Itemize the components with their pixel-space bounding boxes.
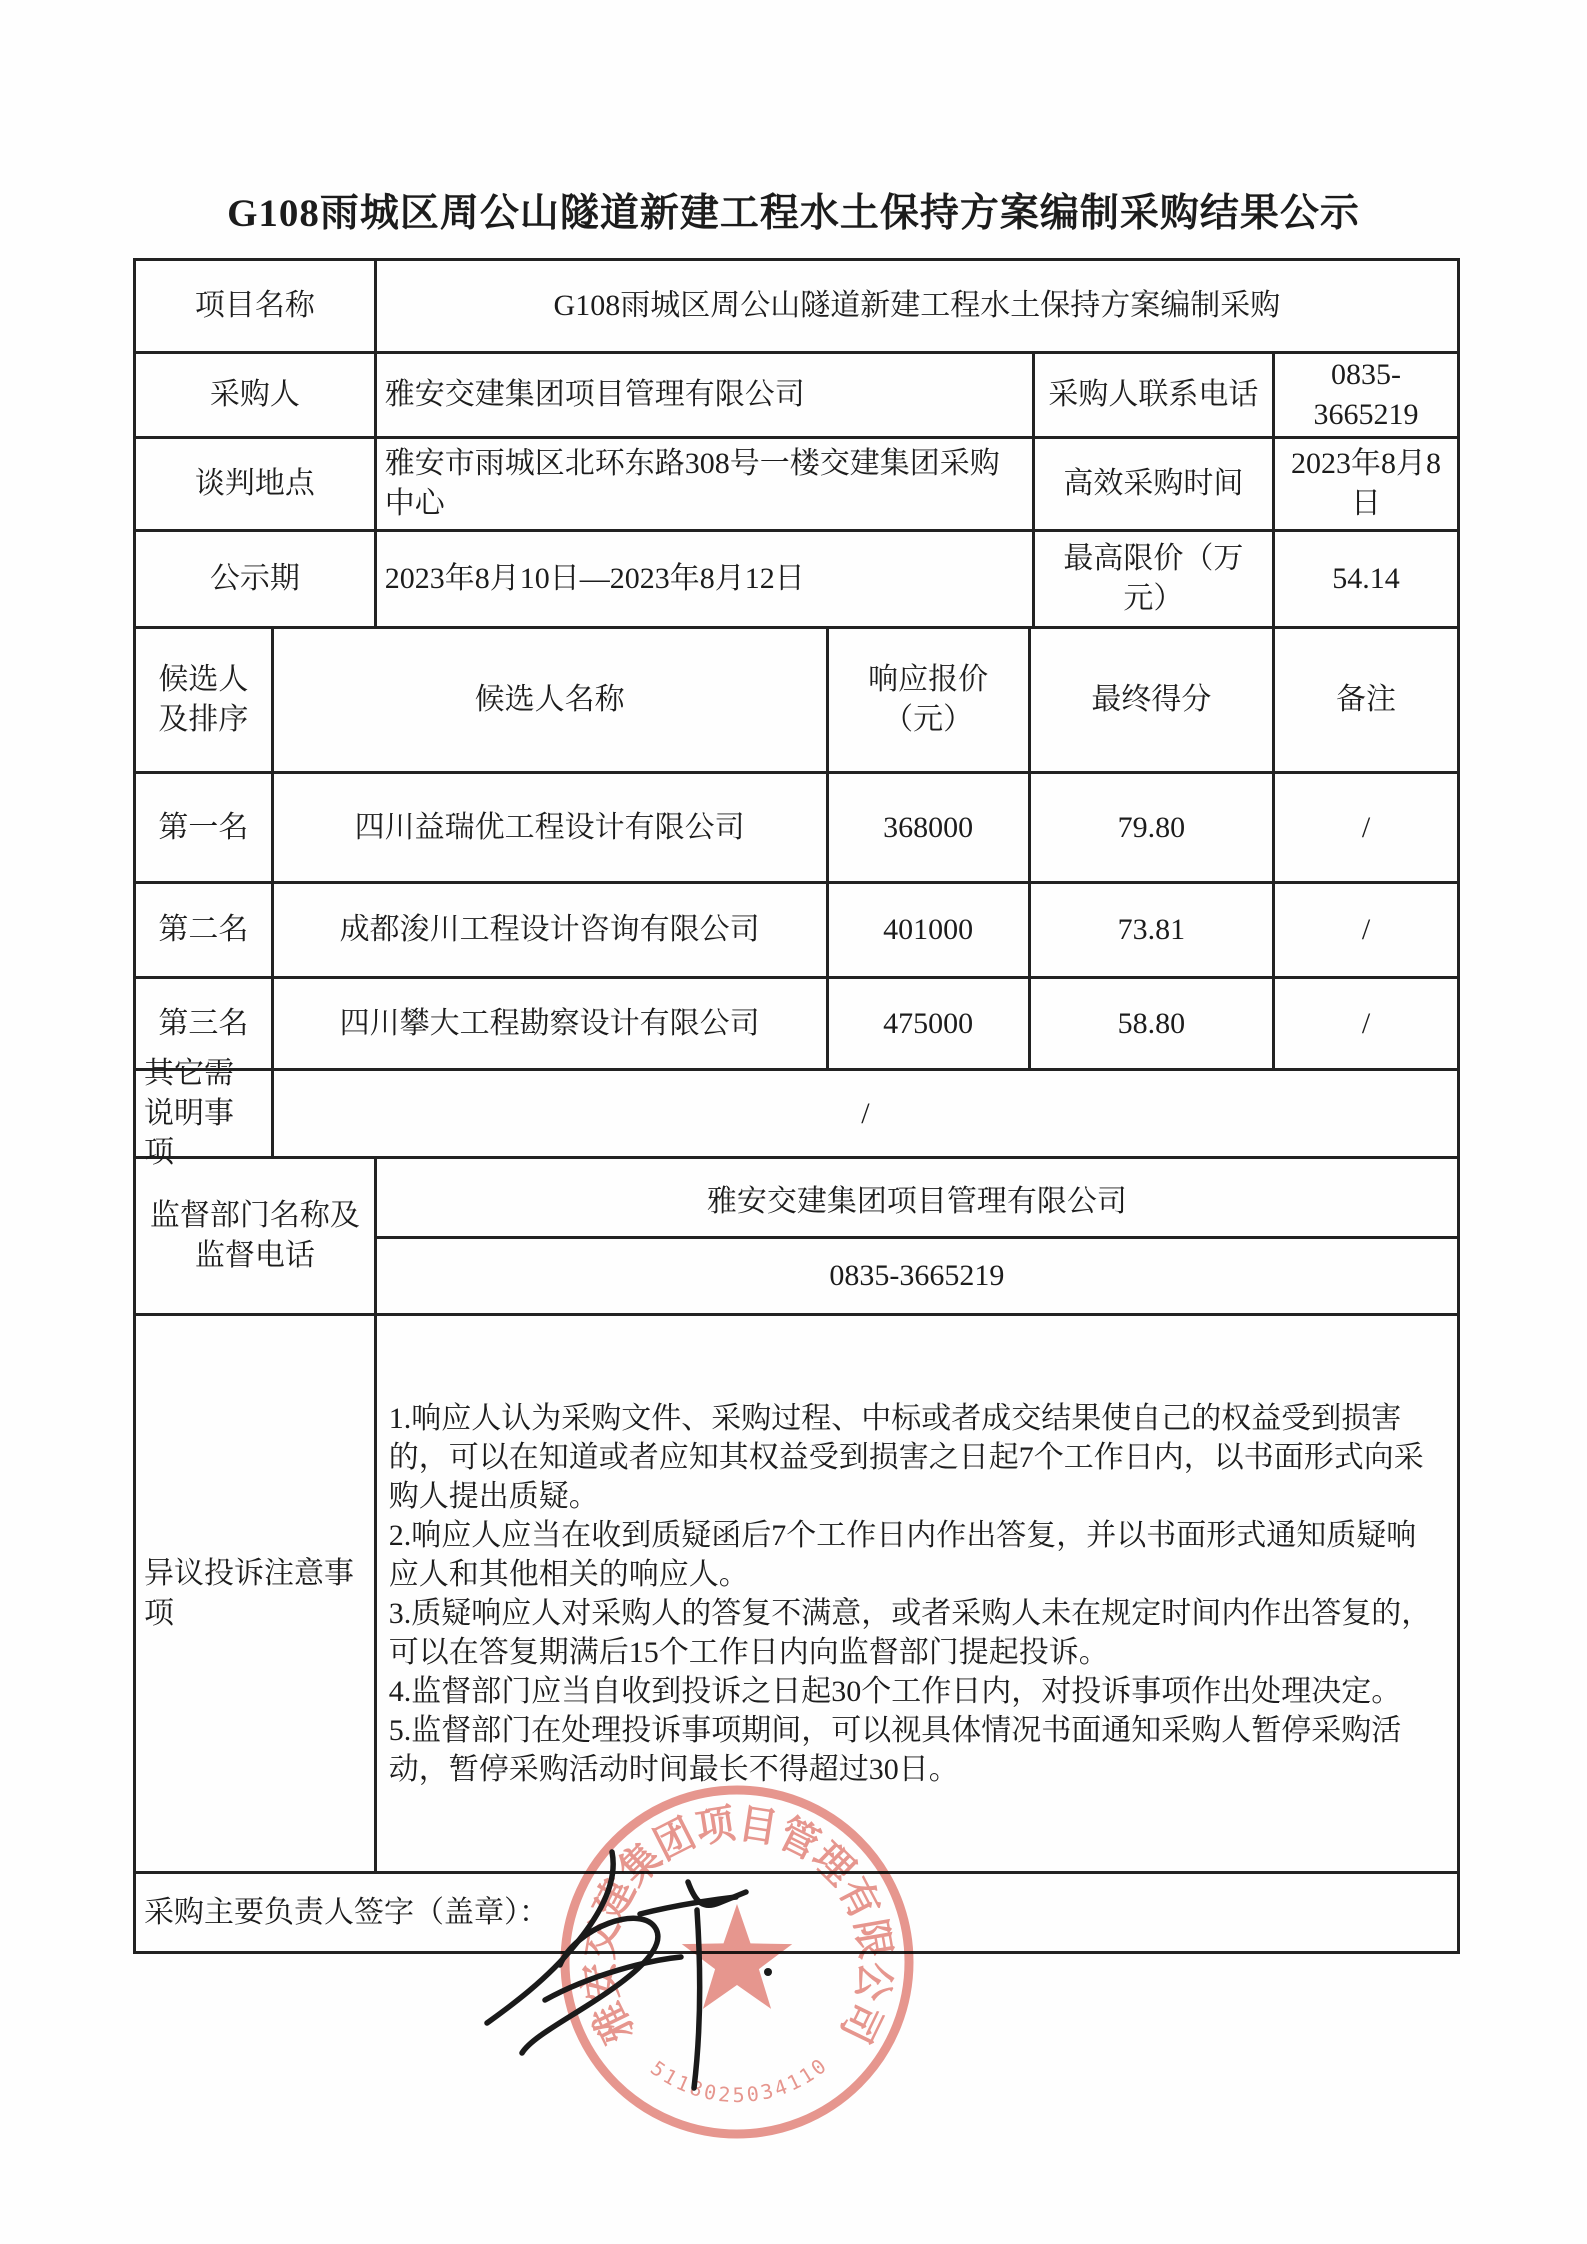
table-row-supervision bbox=[136, 1156, 1457, 1313]
seal-company-text: 雅安交建集团项目管理有限公司 bbox=[574, 1799, 900, 2052]
objection-item-4: 4.监督部门应当自收到投诉之日起30个工作日内，对投诉事项作出处理决定。 bbox=[388, 1674, 1402, 1708]
objection-item-2: 2.响应人应当在收到质疑函后7个工作日内作出答复，并以书面形式通知质疑响应人和其他相关的响应人。 bbox=[388, 1518, 1417, 1591]
candidate-price: 475000 bbox=[826, 979, 1028, 1068]
procurement-result-table bbox=[133, 258, 1460, 1954]
table-row-venue bbox=[136, 436, 1457, 529]
candidate-note: / bbox=[1272, 774, 1457, 881]
table-row-signature bbox=[136, 1871, 1457, 1951]
project-name-value: G108雨城区周公山隧道新建工程水土保持方案编制采购 bbox=[374, 261, 1457, 351]
table-row-other-notes bbox=[136, 1057, 1457, 1170]
candidate-name: 成都浚川工程设计咨询有限公司 bbox=[271, 884, 826, 976]
candidate-rank: 第一名 bbox=[158, 810, 249, 844]
signature-label: 采购主要负责人签字（盖章）： bbox=[144, 1895, 549, 1929]
objection-item-5: 5.监督部门在处理投诉事项期间，可以视具体情况书面通知采购人暂停采购活动，暂停采购活动时间最长不得超过30日。 bbox=[388, 1713, 1402, 1786]
name-column-header: 候选人名称 bbox=[271, 629, 826, 771]
candidate-name: 四川攀大工程勘察设计有限公司 bbox=[271, 979, 826, 1068]
candidate-row-1 bbox=[136, 771, 1457, 881]
candidate-score: 79.80 bbox=[1028, 774, 1272, 881]
buyer-phone-label: 采购人联系电话 bbox=[1032, 354, 1272, 436]
page-title: G108雨城区周公山隧道新建工程水土保持方案编制采购结果公示 bbox=[227, 192, 1360, 235]
price-cap-value: 54.14 bbox=[1272, 532, 1457, 626]
note-column-header: 备注 bbox=[1272, 629, 1457, 771]
venue-label: 谈判地点 bbox=[194, 467, 315, 501]
candidates-header-row bbox=[136, 626, 1457, 771]
candidate-score: 58.80 bbox=[1028, 979, 1272, 1068]
candidate-price: 401000 bbox=[826, 884, 1028, 976]
score-column-header: 最终得分 bbox=[1028, 629, 1272, 771]
procurement-time-label: 高效采购时间 bbox=[1032, 439, 1272, 529]
candidate-note: / bbox=[1272, 884, 1457, 976]
supervision-phone: 0835-3665219 bbox=[377, 1236, 1457, 1313]
objection-label: 异议投诉注意事项 bbox=[144, 1556, 354, 1630]
table-row-buyer bbox=[136, 351, 1457, 436]
price-cap-label: 最高限价（万元） bbox=[1032, 532, 1272, 626]
venue-value: 雅安市雨城区北环东路308号一楼交建集团采购中心 bbox=[374, 439, 1032, 529]
seal-number-text: 5118025034110 bbox=[646, 2052, 833, 2108]
supervision-department-name: 雅安交建集团项目管理有限公司 bbox=[706, 1184, 1127, 1218]
publicity-period-value: 2023年8月10日—2023年8月12日 bbox=[374, 532, 1032, 626]
objection-item-3: 3.质疑响应人对采购人的答复不满意，或者采购人未在规定时间内作出答复的，可以在答复期满后15个工作日内向监督部门提起投诉。 bbox=[388, 1596, 1432, 1669]
candidate-price: 368000 bbox=[826, 774, 1028, 881]
table-row-objection bbox=[136, 1313, 1457, 1871]
candidate-row-2 bbox=[136, 881, 1457, 976]
project-name-label: 项目名称 bbox=[194, 289, 315, 323]
buyer-phone-value: 0835-3665219 bbox=[1272, 354, 1457, 436]
buyer-value: 雅安交建集团项目管理有限公司 bbox=[374, 354, 1032, 436]
candidate-note: / bbox=[1272, 979, 1457, 1068]
other-notes-value: / bbox=[271, 1071, 1457, 1156]
supervision-label: 监督部门名称及监督电话 bbox=[149, 1199, 360, 1272]
candidate-name: 四川益瑞优工程设计有限公司 bbox=[271, 774, 826, 881]
candidate-rank: 第二名 bbox=[158, 913, 249, 947]
candidate-score: 73.81 bbox=[1028, 884, 1272, 976]
publicity-period-label: 公示期 bbox=[209, 562, 300, 596]
table-row-publicity bbox=[136, 529, 1457, 626]
buyer-label: 采购人 bbox=[209, 378, 300, 412]
procurement-time-value: 2023年8月8日 bbox=[1272, 439, 1457, 529]
price-column-header: 响应报价（元） bbox=[826, 629, 1028, 771]
candidate-rank: 第三名 bbox=[158, 1006, 249, 1040]
table-row-project bbox=[136, 261, 1457, 351]
objection-content bbox=[374, 1316, 1457, 1871]
supervision-values bbox=[374, 1159, 1457, 1313]
objection-item-1: 1.响应人认为采购文件、采购过程、中标或者成交结果使自己的权益受到损害的，可以在知道或者应知其权益受到损害之日起7个工作日内，以书面形式向采购人提出质疑。 bbox=[388, 1401, 1424, 1513]
other-notes-label: 其它需说明事项 bbox=[144, 1057, 234, 1170]
candidate-row-3 bbox=[136, 976, 1457, 1068]
rank-column-header: 候选人及排序 bbox=[158, 663, 249, 736]
